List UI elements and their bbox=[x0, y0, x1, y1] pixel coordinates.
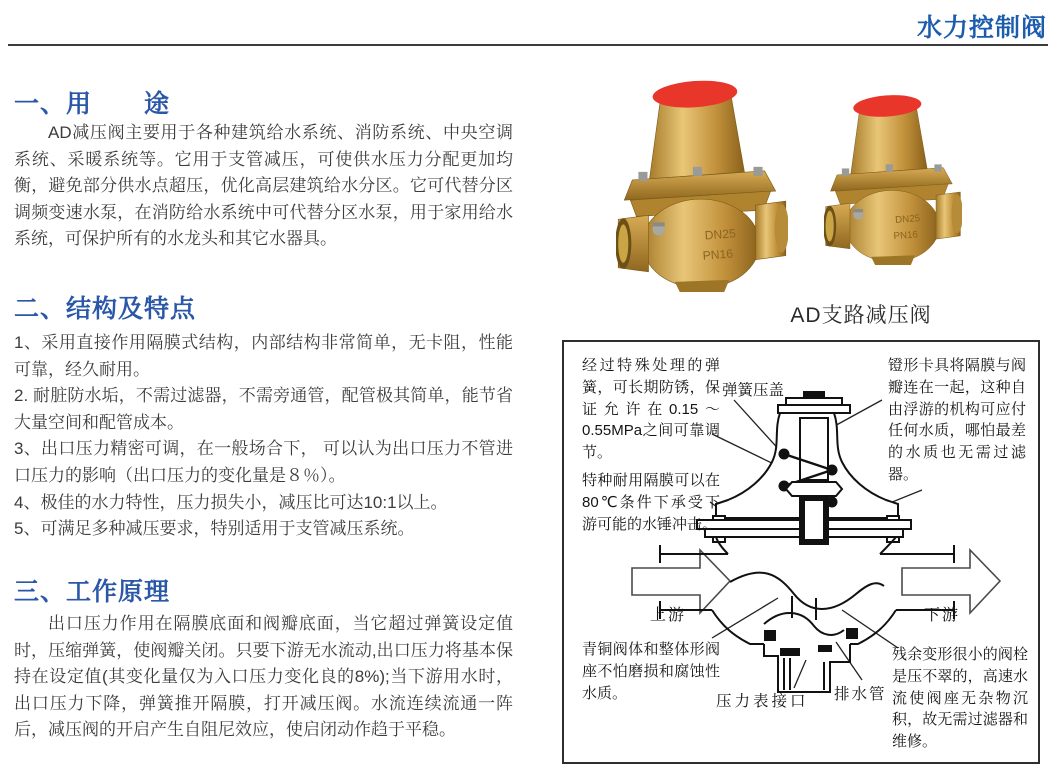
label-gauge-port: 压力表接口 bbox=[716, 693, 809, 710]
section2-feature-list bbox=[14, 330, 513, 543]
valve-photo-small bbox=[824, 84, 962, 274]
valve-marking-pn: PN16 bbox=[702, 246, 734, 263]
section2-heading: 二、结构及特点 bbox=[14, 295, 197, 323]
section3-heading: 三、工作原理 bbox=[14, 578, 171, 606]
page-title: 水力控制阀 bbox=[916, 14, 1047, 42]
label-spring-gland: 弹簧压盖 bbox=[722, 382, 785, 399]
valve-photo-large bbox=[616, 78, 788, 292]
valve-photo-icon bbox=[616, 78, 788, 292]
label-upstream: 上游 bbox=[650, 607, 687, 624]
seal-right bbox=[846, 628, 858, 639]
annotation-clamp: 镫形卡具将隔膜与阀瓣连在一起，这种自由浮游的机构可应付任何水质，哪怕最差的水质也无需过滤器。 bbox=[888, 357, 1026, 483]
flow-passage bbox=[730, 573, 884, 609]
cross-section-diagram bbox=[562, 340, 1040, 764]
spring-seat-nut bbox=[786, 482, 842, 496]
seal-left bbox=[764, 630, 776, 641]
header-rule bbox=[8, 44, 1048, 46]
leader-gauge bbox=[794, 660, 806, 688]
adjusting-stem bbox=[800, 418, 828, 480]
product-caption: AD支路减压阀 bbox=[790, 304, 932, 327]
feature-item: 2. 耐脏防水垢，不需过滤器，不需旁通管，配管极其简单，能节省大量空间和配管成本。 bbox=[14, 386, 513, 432]
valve-marking-dn: DN25 bbox=[894, 213, 921, 226]
valve-marking-pn: PN16 bbox=[893, 229, 919, 243]
feature-item: 5、可满足多种减压要求，特别适用于支管减压系统。 bbox=[14, 519, 415, 539]
feature-item: 3、出口压力精密可调，在一般场合下， 可以认为出口压力不管进口压力的影响（出口压力的变化量是８％）。 bbox=[14, 439, 513, 485]
section3-body: 出口压力作用在隔膜底面和阀瓣底面，当它超过弹簧设定值时，压缩弹簧，使阀瓣关闭。只要下游无水流动,出口压力将基本保持在设定值(其变化量仅为入口压力变化良的8%);当下游用水时，出口压力下降，弹簧推开隔膜，打开减压阀。水流连续流通一阵后，减压阀的开启产生自阻尼效应，使启闭动作趋于平稳。 bbox=[14, 614, 513, 740]
label-drain-pipe: 排水管 bbox=[834, 686, 887, 703]
annotation-body: 青铜阀体和整体形阀座不怕磨损和腐蚀性水质。 bbox=[582, 641, 720, 702]
annotation-diaphragm: 特种耐用隔膜可以在80℃条件下承受下游可能的水锤冲击。 bbox=[582, 472, 720, 533]
valve-photo-icon bbox=[824, 84, 962, 274]
valve-stem bbox=[802, 498, 826, 542]
section1-body: AD减压阀主要用于各种建筑给水系统、消防系统、中央空调系统、采暖系统等。它用于支管减压，可使供水压力分配更加均衡，避免部分供水点超压，优化高层建筑给水分区。它可代替分区调频变速水泵，在消防给水系统中可代替分区水泵，用于家用给水系统，可保护所有的水龙头和其它水器具。 bbox=[14, 123, 513, 249]
feature-item: 1、采用直接作用隔膜式结构，内部结构非常简单，无卡阻，性能可靠，经久耐用。 bbox=[14, 333, 513, 379]
valve-marking-dn: DN25 bbox=[704, 226, 737, 243]
annotation-plug: 残余变形很小的阀栓是压不翠的，高速水流使阀座无杂物沉积，故无需过滤器和维修。 bbox=[892, 646, 1028, 751]
annotation-spring: 经过特殊处理的弹簧，可长期防锈，保证允许在0.15～0.55MPa之间可靠调节。 bbox=[582, 357, 720, 462]
label-downstream: 下游 bbox=[924, 607, 961, 624]
section1-heading: 一、用 途 bbox=[14, 90, 171, 118]
feature-item: 4、极佳的水力特性，压力损失小，减压比可达10:1以上。 bbox=[14, 492, 448, 512]
